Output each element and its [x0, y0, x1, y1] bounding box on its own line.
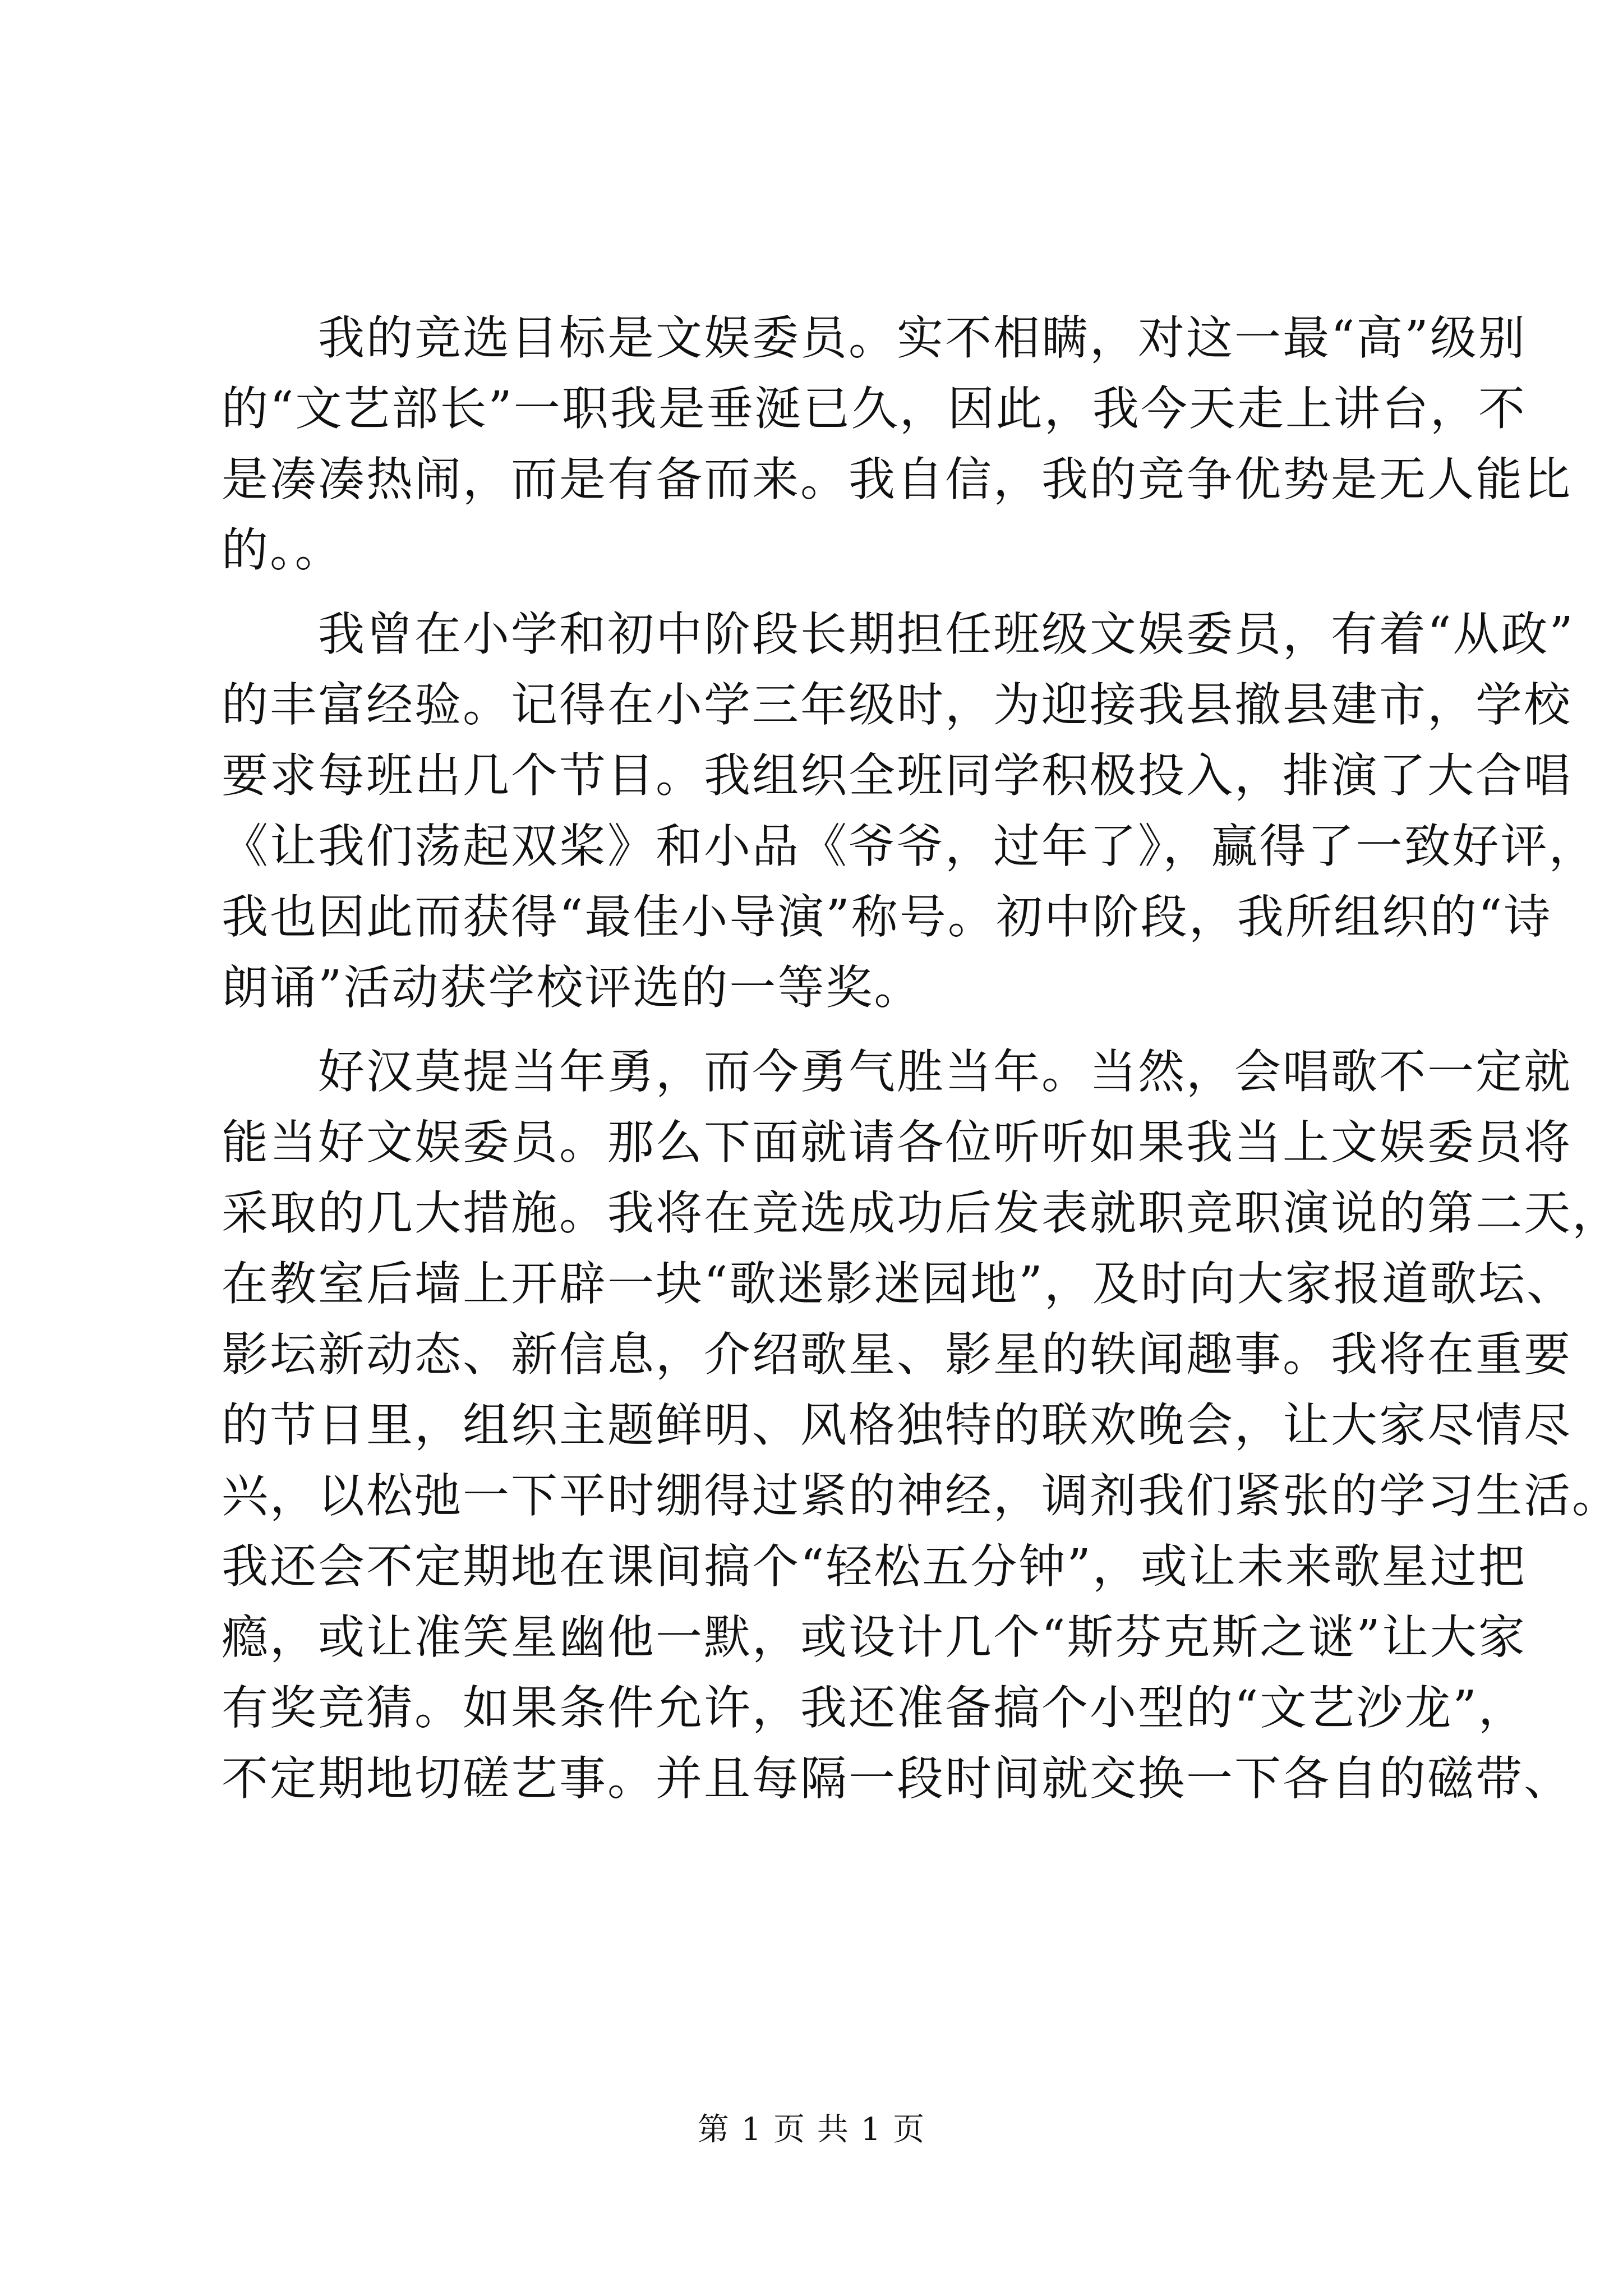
text-line: 的“文艺部长”一职我是垂涎已久，因此，我今天走上讲台，不	[222, 381, 1527, 436]
text-line: 的。。	[222, 523, 343, 577]
text-line: 我的竞选目标是文娱委员。实不相瞒，对这一最“高”级别	[222, 311, 1527, 365]
text-line: 的丰富经验。记得在小学三年级时，为迎接我县撤县建市，学校	[222, 678, 1572, 732]
text-line: 兴，以松弛一下平时绷得过紧的神经，调剂我们紧张的学习生活。	[222, 1469, 1620, 1523]
text-line: 好汉莫提当年勇，而今勇气胜当年。当然，会唱歌不一定就	[222, 1045, 1572, 1099]
document-body	[222, 303, 1620, 1828]
text-line: 我曾在小学和初中阶段长期担任班级文娱委员，有着“从政”	[222, 607, 1575, 661]
page-footer: 第 1 页 共 1 页	[697, 2111, 926, 2148]
text-line: 我也因此而获得“最佳小导演”称号。初中阶段，我所组织的“诗	[222, 890, 1552, 944]
text-line: 是凑凑热闹，而是有备而来。我自信，我的竞争优势是无人能比	[222, 452, 1572, 507]
paragraph-3	[222, 1037, 1620, 1814]
text-line: 《让我们荡起双桨》和小品《爷爷，过年了》，赢得了一致好评，	[222, 819, 1597, 873]
text-line: 要求每班出几个节目。我组织全班同学积极投入，排演了大合唱	[222, 748, 1572, 803]
text-line: 影坛新动态、新信息，介绍歌星、影星的轶闻趣事。我将在重要	[222, 1327, 1572, 1382]
text-line: 能当好文娱委员。那么下面就请各位听听如果我当上文娱委员将	[222, 1115, 1572, 1170]
text-line: 不定期地切磋艺事。并且每隔一段时间就交换一下各自的磁带、	[222, 1751, 1572, 1806]
text-line: 的节日里，组织主题鲜明、风格独特的联欢晚会，让大家尽情尽	[222, 1398, 1572, 1452]
text-line: 瘾，或让准笑星幽他一默，或设计几个“斯芬克斯之谜”让大家	[222, 1610, 1527, 1664]
text-line: 采取的几大措施。我将在竞选成功后发表就职竞职演说的第二天，	[222, 1186, 1620, 1240]
text-line: 在教室后墙上开辟一块“歌迷影迷园地”，及时向大家报道歌坛、	[222, 1257, 1575, 1311]
text-line: 有奖竞猜。如果条件允许，我还准备搞个小型的“文艺沙龙”，	[222, 1681, 1527, 1735]
text-line: 我还会不定期地在课间搞个“轻松五分钟”，或让未来歌星过把	[222, 1539, 1527, 1594]
paragraph-1	[222, 303, 1572, 586]
paragraph-2	[222, 599, 1597, 1023]
text-line: 朗诵”活动获学校评选的一等奖。	[222, 960, 923, 1015]
